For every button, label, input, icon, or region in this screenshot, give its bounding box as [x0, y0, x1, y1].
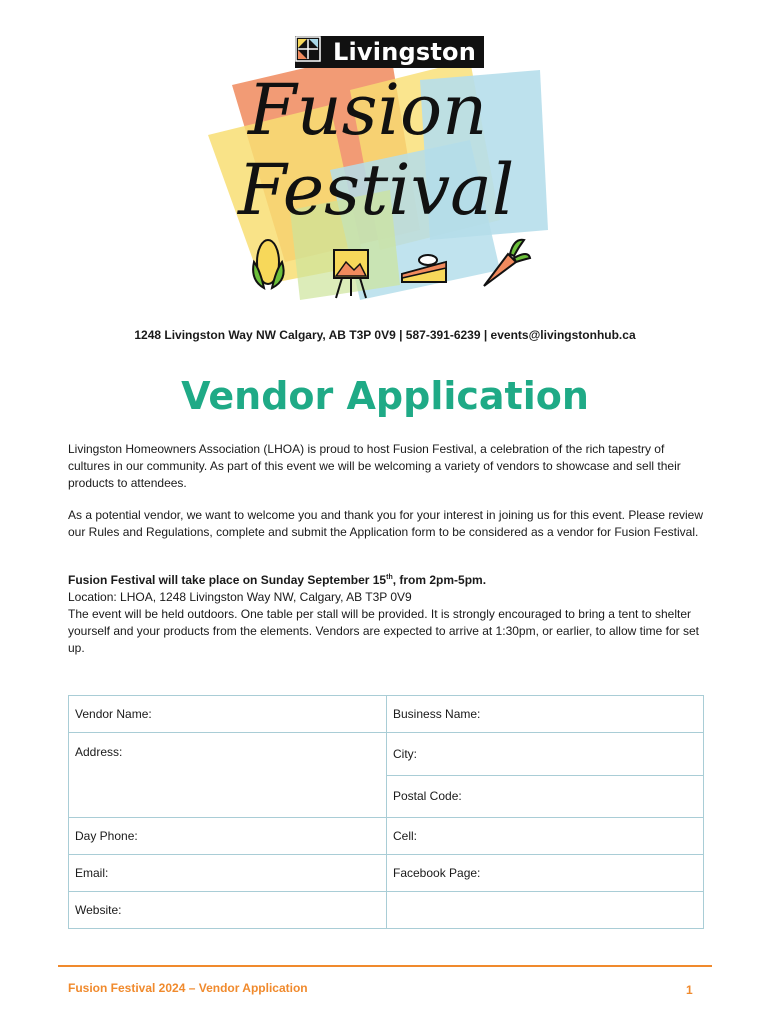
address-label: Address: — [75, 745, 123, 759]
event-headline — [68, 573, 486, 587]
intro-paragraph-1: Livingston Homeowners Association (LHOA) is proud to host Fusion Festival, a celebration of the rich tapestry of cultures in our community. As part of this event we will be welcoming a variety of vendors to showcase and sell their products to attendees. — [68, 442, 681, 490]
address-field[interactable] — [69, 733, 387, 818]
event-location: Location: LHOA, 1248 Livingston Way NW, Calgary, AB T3P 0V9 — [68, 590, 412, 604]
day-phone-field[interactable] — [69, 818, 387, 855]
vendor-name-field[interactable] — [69, 696, 387, 733]
contact-line: 1248 Livingston Way NW Calgary, AB T3P 0V9 | 587-391-6239 | events@livingstonhub.ca — [134, 328, 636, 342]
fusion-festival-logo — [0, 0, 770, 320]
logo-title-fusion: Fusion — [248, 69, 488, 151]
email-label: Email: — [75, 866, 109, 880]
city-field[interactable] — [387, 733, 704, 776]
cell-field[interactable] — [387, 818, 704, 855]
facebook-page-field[interactable] — [387, 855, 704, 892]
vendor-name-label: Vendor Name: — [75, 707, 152, 721]
business-name-label: Business Name: — [393, 707, 481, 721]
cell-label: Cell: — [393, 829, 418, 843]
business-name-field[interactable] — [387, 696, 704, 733]
easel-icon — [334, 250, 368, 298]
brand-name: Livingston — [327, 36, 484, 68]
city-label: City: — [393, 746, 417, 761]
event-headline-sup: th — [386, 574, 393, 581]
logo-title-festival: Festival — [238, 149, 515, 231]
intro-paragraph-2: As a potential vendor, we want to welcome you and thank you for your interest in joining us for this event. Please review our Rules and Regulations, complete and submit the Application form to be considered as a vendor for Fusion Festival. — [68, 508, 704, 539]
page-number: 1 — [686, 983, 693, 997]
website-label: Website: — [75, 903, 122, 917]
livingston-brand — [295, 36, 484, 68]
website-field[interactable] — [69, 892, 387, 929]
postal-code-label: Postal Code: — [393, 789, 462, 804]
email-field[interactable] — [69, 855, 387, 892]
event-headline-date: Fusion Festival will take place on Sunday September 15 — [68, 573, 387, 587]
footer-document-title: Fusion Festival 2024 – Vendor Application — [68, 981, 308, 995]
vendor-form-table — [68, 695, 704, 929]
event-info — [68, 572, 708, 657]
livingston-mark-icon — [295, 36, 327, 68]
facebook-page-label: Facebook Page: — [393, 866, 481, 880]
event-headline-time: , from 2pm-5pm. — [392, 573, 487, 587]
day-phone-label: Day Phone: — [75, 829, 138, 843]
page-title: Vendor Application — [181, 374, 589, 418]
empty-cell[interactable] — [387, 892, 704, 929]
postal-code-field[interactable] — [387, 775, 704, 818]
event-details: The event will be held outdoors. One table per stall will be provided. It is strongly encouraged to bring a tent to shelter yourself and your products from the elements. Vendors are expected to arrive at 1:30pm, or earlier, to allow time for set up. — [68, 607, 699, 655]
footer-divider — [58, 965, 712, 967]
